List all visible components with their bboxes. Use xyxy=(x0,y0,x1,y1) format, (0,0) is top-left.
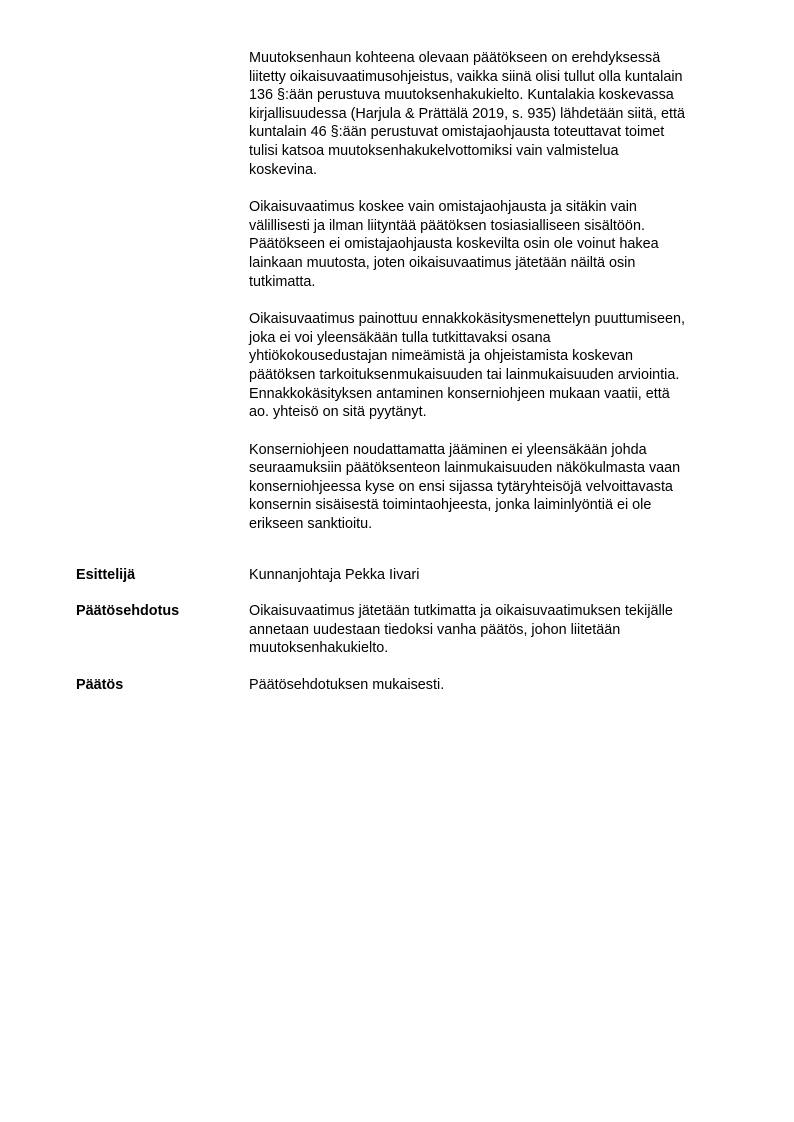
text-line: joka ei voi yleensäkään tulla tutkittavaksi osana xyxy=(249,329,551,346)
text-line: seuraamuksiin päätöksenteon lainmukaisuuden näkökulmasta vaan xyxy=(249,460,681,477)
proposal-label: Päätösehdotus xyxy=(76,603,180,619)
text-line: tutkimatta. xyxy=(249,273,316,290)
presenter-value xyxy=(249,566,735,585)
paragraph-3 xyxy=(249,310,735,422)
text-line: annetaan uudestaan tiedoksi vanha päätös, johon liitetään xyxy=(249,621,621,638)
presenter-label: Esittelijä xyxy=(76,567,136,583)
text-line: päätöksen tarkoituksenmukaisuuden tai lainmukaisuuden arviointia. xyxy=(249,366,680,383)
text-line: erikseen sanktioitu. xyxy=(249,516,373,533)
text-line: Oikaisuvaatimus jätetään tutkimatta ja oikaisuvaatimuksen tekijälle xyxy=(249,603,673,619)
text-line: kirjallisuudessa (Harjula & Prättälä 2019, s. 935) lähdetään siitä, että xyxy=(249,105,685,122)
proposal-value xyxy=(249,602,735,658)
text-line: Muutoksenhaun kohteena olevaan päätökseen on erehdyksessä xyxy=(249,50,661,66)
paragraph-2 xyxy=(249,198,735,291)
text-line: Oikaisuvaatimus painottuu ennakkokäsitysmenettelyn puuttumiseen, xyxy=(249,311,685,328)
text-line: koskevina. xyxy=(249,161,317,178)
text-line: liitetty oikaisuvaatimusohjeistus, vaikka siinä olisi tullut olla kuntalain xyxy=(249,68,683,85)
text-line: konsernin sisäisestä toimintaohjeesta, jonka laiminlyöntiä ei ole xyxy=(249,497,652,514)
decision-label: Päätös xyxy=(76,677,124,693)
paragraph-1 xyxy=(249,49,735,179)
paragraph-4 xyxy=(249,441,735,534)
text-line: yhtiökokousedustajan nimeämistä ja ohjeistamista koskevan xyxy=(249,348,633,365)
text-line: Oikaisuvaatimus koskee vain omistajaohjausta ja sitäkin vain xyxy=(249,199,637,216)
text-line: kuntalain 46 §:ään perustuvat omistajaohjausta toteuttavat toimet xyxy=(249,124,665,141)
text-line: muutoksenhakukielto. xyxy=(249,640,389,657)
text-line: Ennakkokäsityksen antaminen konserniohjeen mukaan vaatii, että xyxy=(249,385,670,402)
text-line: tulisi katsoa muutoksenhakukelvottomiksi vain valmistelua xyxy=(249,142,619,159)
decision-value xyxy=(249,676,735,695)
text-line: välillisesti ja ilman liityntää päätöksen tosiasialliseen sisältöön. xyxy=(249,217,645,234)
text-line: konserniohjeessa kyse on ensi sijassa tytäryhteisöjä velvoittavasta xyxy=(249,478,673,495)
text-line: Kunnanjohtaja Pekka Iivari xyxy=(249,567,420,583)
text-line: Konserniohjeen noudattamatta jääminen ei yleensäkään johda xyxy=(249,441,647,458)
text-line: ao. yhteisö on sitä pyytänyt. xyxy=(249,404,427,421)
text-line: lainkaan muutosta, joten oikaisuvaatimus jätetään näiltä osin xyxy=(249,254,636,271)
text-line: Päätösehdotuksen mukaisesti. xyxy=(249,677,445,693)
text-line: Päätökseen ei omistajaohjausta koskevilta osin ole voinut hakea xyxy=(249,236,659,253)
body-text xyxy=(249,49,735,553)
text-line: 136 §:ään perustuva muutoksenhakukielto. Kuntalakia koskevassa xyxy=(249,87,674,104)
